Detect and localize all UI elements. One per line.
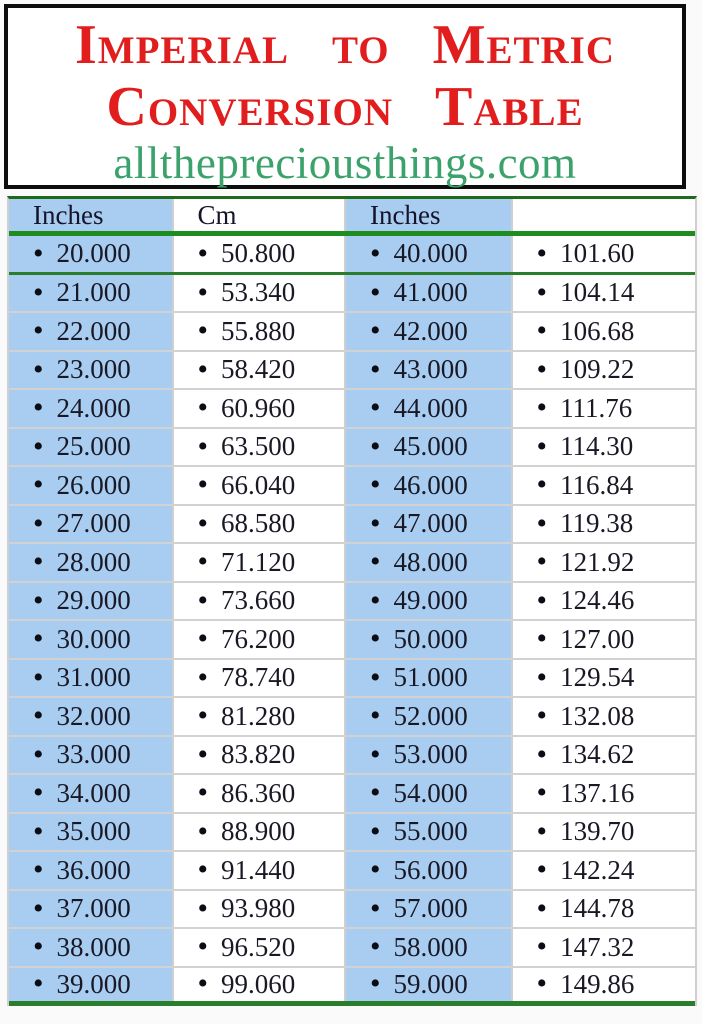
inches-right-cell	[346, 891, 513, 928]
inches-right-cell	[346, 544, 513, 581]
bullet-icon: •	[536, 776, 548, 810]
cell-value: 71.120	[221, 546, 296, 577]
cm-left-cell	[174, 660, 347, 697]
inches-right-cell	[346, 929, 513, 966]
cell-value: 33.000	[56, 739, 131, 770]
bullet-icon: •	[536, 275, 548, 309]
cm-right-cell	[513, 313, 695, 350]
bullet-icon: •	[536, 699, 548, 733]
bullet-icon: •	[197, 967, 209, 1001]
cm-left-cell	[174, 968, 347, 1002]
website-text: allthepreciousthings.com	[113, 138, 577, 188]
bullet-icon: •	[536, 468, 548, 502]
inches-left-cell	[9, 737, 174, 774]
bullet-icon: •	[370, 275, 381, 309]
cell-value: 101.60	[560, 238, 635, 269]
inches-left-cell	[9, 698, 174, 735]
cell-value: 78.740	[221, 662, 296, 693]
cell-value: 124.46	[560, 585, 635, 616]
inches-left-cell	[9, 660, 174, 697]
inches-left-cell	[9, 236, 174, 272]
bullet-icon: •	[536, 314, 548, 348]
inches-right-cell	[346, 467, 513, 504]
inches-left-cell	[9, 544, 174, 581]
cell-value: 25.000	[56, 431, 131, 462]
inches-left-cell	[9, 621, 174, 658]
bullet-icon: •	[370, 236, 381, 270]
cm-left-cell	[174, 275, 347, 312]
cm-left-cell	[174, 583, 347, 620]
cell-value: 144.78	[560, 893, 635, 924]
bullet-icon: •	[197, 506, 209, 540]
inches-right-cell	[346, 583, 513, 620]
cell-value: 44.000	[393, 392, 468, 423]
bullet-icon: •	[536, 891, 548, 925]
bullet-icon: •	[197, 545, 209, 579]
table-row	[9, 814, 695, 853]
bullet-icon: •	[33, 814, 44, 848]
cell-value: 41.000	[393, 277, 468, 308]
bullet-icon: •	[536, 583, 548, 617]
table-row	[9, 544, 695, 583]
cm-left-cell	[174, 313, 347, 350]
table-body	[9, 236, 695, 1006]
bullet-icon: •	[33, 506, 44, 540]
bullet-icon: •	[33, 930, 44, 964]
cell-value: 86.360	[221, 777, 296, 808]
bullet-icon: •	[33, 391, 44, 425]
inches-right-cell	[346, 313, 513, 350]
bullet-icon: •	[33, 853, 44, 887]
cell-value: 37.000	[56, 893, 131, 924]
cell-value: 139.70	[560, 816, 635, 847]
cell-value: 38.000	[56, 931, 131, 962]
cm-left-cell	[174, 429, 347, 466]
cell-value: 111.76	[560, 392, 633, 423]
column-header-inches-left: Inches	[9, 199, 174, 231]
bullet-icon: •	[33, 660, 44, 694]
table-row	[9, 891, 695, 930]
cell-value: 46.000	[393, 469, 468, 500]
inches-right-cell	[346, 390, 513, 427]
bullet-icon: •	[197, 622, 209, 656]
cm-left-cell	[174, 737, 347, 774]
cm-left-cell	[174, 236, 347, 272]
bullet-icon: •	[370, 814, 381, 848]
cell-value: 57.000	[393, 893, 468, 924]
cell-value: 91.440	[221, 854, 296, 885]
cell-value: 29.000	[56, 585, 131, 616]
cm-right-cell	[513, 737, 695, 774]
bullet-icon: •	[370, 853, 381, 887]
header-box	[4, 4, 686, 189]
bullet-icon: •	[370, 622, 381, 656]
column-header-cm-left: Cm	[174, 199, 347, 231]
table-row	[9, 352, 695, 391]
cell-value: 42.000	[393, 315, 468, 346]
bullet-icon: •	[197, 660, 209, 694]
cell-value: 83.820	[221, 739, 296, 770]
cell-value: 149.86	[560, 968, 635, 999]
cm-left-cell	[174, 814, 347, 851]
inches-right-cell	[346, 275, 513, 312]
bullet-icon: •	[33, 891, 44, 925]
cell-value: 43.000	[393, 354, 468, 385]
cm-right-cell	[513, 660, 695, 697]
inches-left-cell	[9, 775, 174, 812]
bullet-icon: •	[536, 352, 548, 386]
bullet-icon: •	[33, 545, 44, 579]
bullet-icon: •	[370, 660, 381, 694]
table-row	[9, 467, 695, 506]
bullet-icon: •	[536, 391, 548, 425]
cm-left-cell	[174, 506, 347, 543]
cm-left-cell	[174, 929, 347, 966]
page-title-line-2: Conversion Table	[106, 76, 584, 138]
table-row	[9, 660, 695, 699]
table-row	[9, 390, 695, 429]
conversion-table	[7, 196, 697, 1006]
cell-value: 28.000	[56, 546, 131, 577]
bullet-icon: •	[197, 737, 209, 771]
table-row	[9, 429, 695, 468]
cell-value: 51.000	[393, 662, 468, 693]
bullet-icon: •	[370, 468, 381, 502]
cell-value: 34.000	[56, 777, 131, 808]
cm-left-cell	[174, 544, 347, 581]
cell-value: 53.340	[221, 277, 296, 308]
cell-value: 27.000	[56, 508, 131, 539]
cell-value: 26.000	[56, 469, 131, 500]
bullet-icon: •	[197, 429, 209, 463]
cell-value: 40.000	[393, 238, 468, 269]
cm-right-cell	[513, 698, 695, 735]
table-row	[9, 313, 695, 352]
cm-left-cell	[174, 352, 347, 389]
bullet-icon: •	[33, 352, 44, 386]
bullet-icon: •	[33, 967, 44, 1001]
bullet-icon: •	[536, 429, 548, 463]
inches-right-cell	[346, 352, 513, 389]
cell-value: 49.000	[393, 585, 468, 616]
bullet-icon: •	[33, 583, 44, 617]
cell-value: 63.500	[221, 431, 296, 462]
table-row	[9, 929, 695, 968]
bullet-icon: •	[197, 891, 209, 925]
inches-right-cell	[346, 968, 513, 1002]
bullet-icon: •	[33, 776, 44, 810]
bullet-icon: •	[536, 545, 548, 579]
bullet-icon: •	[536, 236, 548, 270]
bullet-icon: •	[370, 891, 381, 925]
bullet-icon: •	[536, 737, 548, 771]
cm-right-cell	[513, 775, 695, 812]
cell-value: 96.520	[221, 931, 296, 962]
bullet-icon: •	[197, 814, 209, 848]
inches-left-cell	[9, 506, 174, 543]
cm-right-cell	[513, 544, 695, 581]
inches-right-cell	[346, 737, 513, 774]
bullet-icon: •	[197, 699, 209, 733]
bullet-icon: •	[197, 930, 209, 964]
page-title-line-1: Imperial to Metric	[75, 14, 615, 76]
cell-value: 22.000	[56, 315, 131, 346]
cell-value: 114.30	[560, 431, 634, 462]
inches-right-cell	[346, 506, 513, 543]
cell-value: 48.000	[393, 546, 468, 577]
cell-value: 147.32	[560, 931, 635, 962]
cell-value: 68.580	[221, 508, 296, 539]
cell-value: 59.000	[393, 968, 468, 999]
cell-value: 30.000	[56, 623, 131, 654]
inches-right-cell	[346, 429, 513, 466]
cell-value: 50.000	[393, 623, 468, 654]
column-header-cm-right	[513, 199, 695, 231]
inches-left-cell	[9, 429, 174, 466]
bullet-icon: •	[197, 583, 209, 617]
bullet-icon: •	[197, 776, 209, 810]
cm-right-cell	[513, 429, 695, 466]
inches-left-cell	[9, 352, 174, 389]
inches-left-cell	[9, 467, 174, 504]
cell-value: 53.000	[393, 739, 468, 770]
cell-value: 24.000	[56, 392, 131, 423]
cm-right-cell	[513, 506, 695, 543]
bullet-icon: •	[536, 930, 548, 964]
bullet-icon: •	[33, 622, 44, 656]
cm-right-cell	[513, 891, 695, 928]
cell-value: 54.000	[393, 777, 468, 808]
bullet-icon: •	[536, 967, 548, 1001]
inches-left-cell	[9, 275, 174, 312]
cell-value: 127.00	[560, 623, 635, 654]
table-header-row	[9, 199, 695, 236]
inches-left-cell	[9, 968, 174, 1002]
cm-right-cell	[513, 852, 695, 889]
bullet-icon: •	[536, 814, 548, 848]
bullet-icon: •	[33, 429, 44, 463]
cell-value: 56.000	[393, 854, 468, 885]
inches-left-cell	[9, 852, 174, 889]
cell-value: 55.880	[221, 315, 296, 346]
inches-right-cell	[346, 814, 513, 851]
bullet-icon: •	[197, 314, 209, 348]
cell-value: 106.68	[560, 315, 635, 346]
cm-right-cell	[513, 390, 695, 427]
table-row	[9, 506, 695, 545]
cell-value: 35.000	[56, 816, 131, 847]
cell-value: 104.14	[560, 277, 635, 308]
cell-value: 36.000	[56, 854, 131, 885]
cm-left-cell	[174, 467, 347, 504]
cm-left-cell	[174, 621, 347, 658]
bullet-icon: •	[33, 699, 44, 733]
bullet-icon: •	[370, 967, 381, 1001]
cell-value: 60.960	[221, 392, 296, 423]
inches-right-cell	[346, 698, 513, 735]
cell-value: 132.08	[560, 700, 635, 731]
cm-left-cell	[174, 390, 347, 427]
table-row	[9, 852, 695, 891]
bullet-icon: •	[33, 737, 44, 771]
cm-right-cell	[513, 352, 695, 389]
cell-value: 58.000	[393, 931, 468, 962]
cell-value: 134.62	[560, 739, 635, 770]
cell-value: 66.040	[221, 469, 296, 500]
inches-right-cell	[346, 660, 513, 697]
cell-value: 32.000	[56, 700, 131, 731]
cell-value: 45.000	[393, 431, 468, 462]
table-row	[9, 737, 695, 776]
inches-right-cell	[346, 621, 513, 658]
cell-value: 109.22	[560, 354, 635, 385]
bullet-icon: •	[197, 352, 209, 386]
cell-value: 129.54	[560, 662, 635, 693]
bullet-icon: •	[197, 391, 209, 425]
inches-right-cell	[346, 236, 513, 272]
bullet-icon: •	[370, 314, 381, 348]
bullet-icon: •	[370, 429, 381, 463]
inches-left-cell	[9, 891, 174, 928]
bullet-icon: •	[536, 622, 548, 656]
inches-left-cell	[9, 929, 174, 966]
inches-left-cell	[9, 814, 174, 851]
cell-value: 21.000	[56, 277, 131, 308]
cm-right-cell	[513, 583, 695, 620]
bullet-icon: •	[370, 737, 381, 771]
cm-right-cell	[513, 929, 695, 966]
table-row	[9, 968, 695, 1007]
cell-value: 93.980	[221, 893, 296, 924]
cm-left-cell	[174, 891, 347, 928]
cell-value: 81.280	[221, 700, 296, 731]
inches-left-cell	[9, 390, 174, 427]
bullet-icon: •	[197, 468, 209, 502]
cm-right-cell	[513, 275, 695, 312]
bullet-icon: •	[33, 275, 44, 309]
cell-value: 47.000	[393, 508, 468, 539]
table-row	[9, 583, 695, 622]
cm-right-cell	[513, 236, 695, 272]
cm-right-cell	[513, 467, 695, 504]
bullet-icon: •	[197, 275, 209, 309]
cell-value: 76.200	[221, 623, 296, 654]
bullet-icon: •	[536, 853, 548, 887]
table-row	[9, 275, 695, 314]
cell-value: 73.660	[221, 585, 296, 616]
bullet-icon: •	[33, 236, 44, 270]
bullet-icon: •	[197, 853, 209, 887]
cell-value: 20.000	[56, 238, 131, 269]
column-header-inches-right: Inches	[346, 199, 513, 231]
cm-right-cell	[513, 968, 695, 1002]
cell-value: 116.84	[560, 469, 634, 500]
inches-left-cell	[9, 313, 174, 350]
inches-left-cell	[9, 583, 174, 620]
cell-value: 137.16	[560, 777, 635, 808]
table-row	[9, 236, 695, 275]
bullet-icon: •	[370, 391, 381, 425]
bullet-icon: •	[370, 545, 381, 579]
inches-right-cell	[346, 852, 513, 889]
cell-value: 39.000	[56, 968, 131, 999]
cell-value: 52.000	[393, 700, 468, 731]
cell-value: 31.000	[56, 662, 131, 693]
bullet-icon: •	[33, 314, 44, 348]
bullet-icon: •	[370, 699, 381, 733]
cell-value: 88.900	[221, 816, 296, 847]
bullet-icon: •	[370, 583, 381, 617]
bullet-icon: •	[370, 352, 381, 386]
cm-right-cell	[513, 621, 695, 658]
table-row	[9, 775, 695, 814]
bullet-icon: •	[370, 776, 381, 810]
cm-right-cell	[513, 814, 695, 851]
table-row	[9, 621, 695, 660]
bullet-icon: •	[536, 660, 548, 694]
bullet-icon: •	[197, 236, 209, 270]
cm-left-cell	[174, 698, 347, 735]
cell-value: 142.24	[560, 854, 635, 885]
inches-right-cell	[346, 775, 513, 812]
table-row	[9, 698, 695, 737]
cell-value: 23.000	[56, 354, 131, 385]
bullet-icon: •	[370, 506, 381, 540]
cell-value: 119.38	[560, 508, 634, 539]
bullet-icon: •	[33, 468, 44, 502]
cell-value: 58.420	[221, 354, 296, 385]
cm-left-cell	[174, 852, 347, 889]
cell-value: 55.000	[393, 816, 468, 847]
cell-value: 50.800	[221, 238, 296, 269]
bullet-icon: •	[536, 506, 548, 540]
cm-left-cell	[174, 775, 347, 812]
cell-value: 121.92	[560, 546, 635, 577]
cell-value: 99.060	[221, 968, 296, 999]
bullet-icon: •	[370, 930, 381, 964]
